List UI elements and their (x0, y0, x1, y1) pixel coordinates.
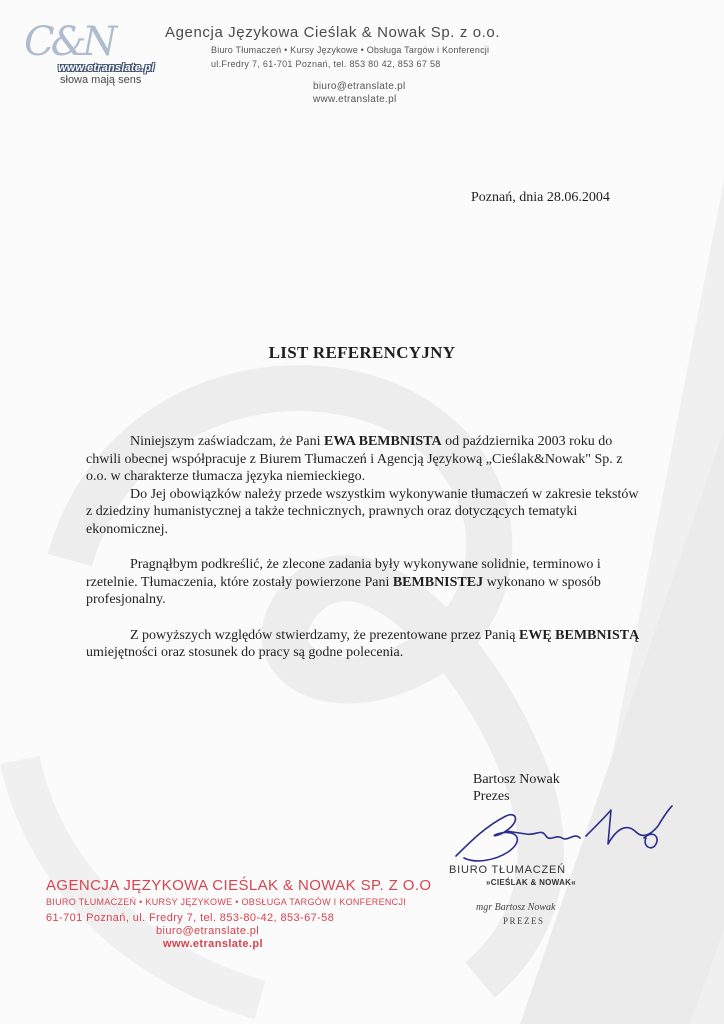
letter-date: Poznań, dnia 28.06.2004 (471, 190, 610, 205)
paragraph-1: Niniejszym zaświadczam, że Pani EWA BEMBNISTA od października 2003 roku do chwili obecnej współpracuje z Biurem Tłumaczeń i Agencją Językową „Cieślak&Nowak" Sp. z o.o. w charakterze tłumacza języka niemieckiego. (86, 434, 623, 484)
signatory-name: Bartosz Nowak (473, 772, 560, 787)
employee-name: EWA BEMBNISTA (323, 434, 442, 449)
stamp-position: PREZES (503, 916, 545, 926)
paragraph-2: Do Jej obowiązków należy przede wszystkim wykonywanie tłumaczeń w zakresie tekstów z dziedziny humanistycznej a także technicznych, prawnych oraz dotyczących tematyki ekonomicznej. (86, 486, 639, 537)
handwritten-signature (446, 786, 686, 876)
red-stamp-email: biuro@etranslate.pl (156, 925, 260, 937)
logo-url: www.etranslate.pl (58, 62, 155, 74)
paragraph-4: Z powyższych względów stwierdzamy, że prezentowane przez Panią EWĘ BEMBNISTĄ umiejętności oraz stosunek do pracy są godne polecenia. (86, 627, 640, 660)
company-website: www.etranslate.pl (313, 94, 397, 105)
stamp-mgr-name: mgr Bartosz Nowak (476, 902, 556, 913)
letter-title: LIST REFERENCYJNY (268, 343, 456, 362)
company-services: Biuro Tłumaczeń • Kursy Językowe • Obsługa Targów i Konferencji (211, 45, 490, 55)
letter-body (86, 433, 646, 662)
employee-name-2: BEMBNISTEJ (392, 574, 484, 590)
logo-slogan: słowa mają sens (60, 74, 142, 86)
red-stamp-website: www.etranslate.pl (163, 938, 263, 950)
signatory-title: Prezes (473, 789, 510, 804)
red-stamp-line-2: BIURO TŁUMACZEŃ • KURSY JĘZYKOWE • OBSŁUGA TARGÓW I KONFERENCJI (46, 897, 407, 907)
paragraph-3: Pragnąłbym podkreślić, że zlecone zadania były wykonywane solidnie, terminowo i rzetelnie. Tłumaczenia, które zostały powierzone Pani BEMBNISTEJ wykonano w sposób profesjonalny. (86, 557, 601, 607)
company-name: Agencja Językowa Cieślak & Nowak Sp. z o.o. (165, 24, 501, 41)
company-logo: C&N (24, 19, 114, 65)
red-stamp-line-3: 61-701 Poznań, ul. Fredry 7, tel. 853-80-42, 853-67-58 (46, 912, 335, 924)
stamp-company: »CIEŚLAK & NOWAK« (486, 878, 576, 887)
red-stamp-line-1: AGENCJA JĘZYKOWA CIEŚLAK & NOWAK SP. Z O.O (46, 877, 432, 894)
company-email: biuro@etranslate.pl (313, 81, 406, 92)
company-address: ul.Fredry 7, 61-701 Poznań, tel. 853 80 42, 853 67 58 (211, 59, 441, 69)
stamp-office: BIURO TŁUMACZEŃ (449, 864, 566, 876)
employee-name-3: EWĘ BEMBNISTĄ (518, 627, 640, 643)
